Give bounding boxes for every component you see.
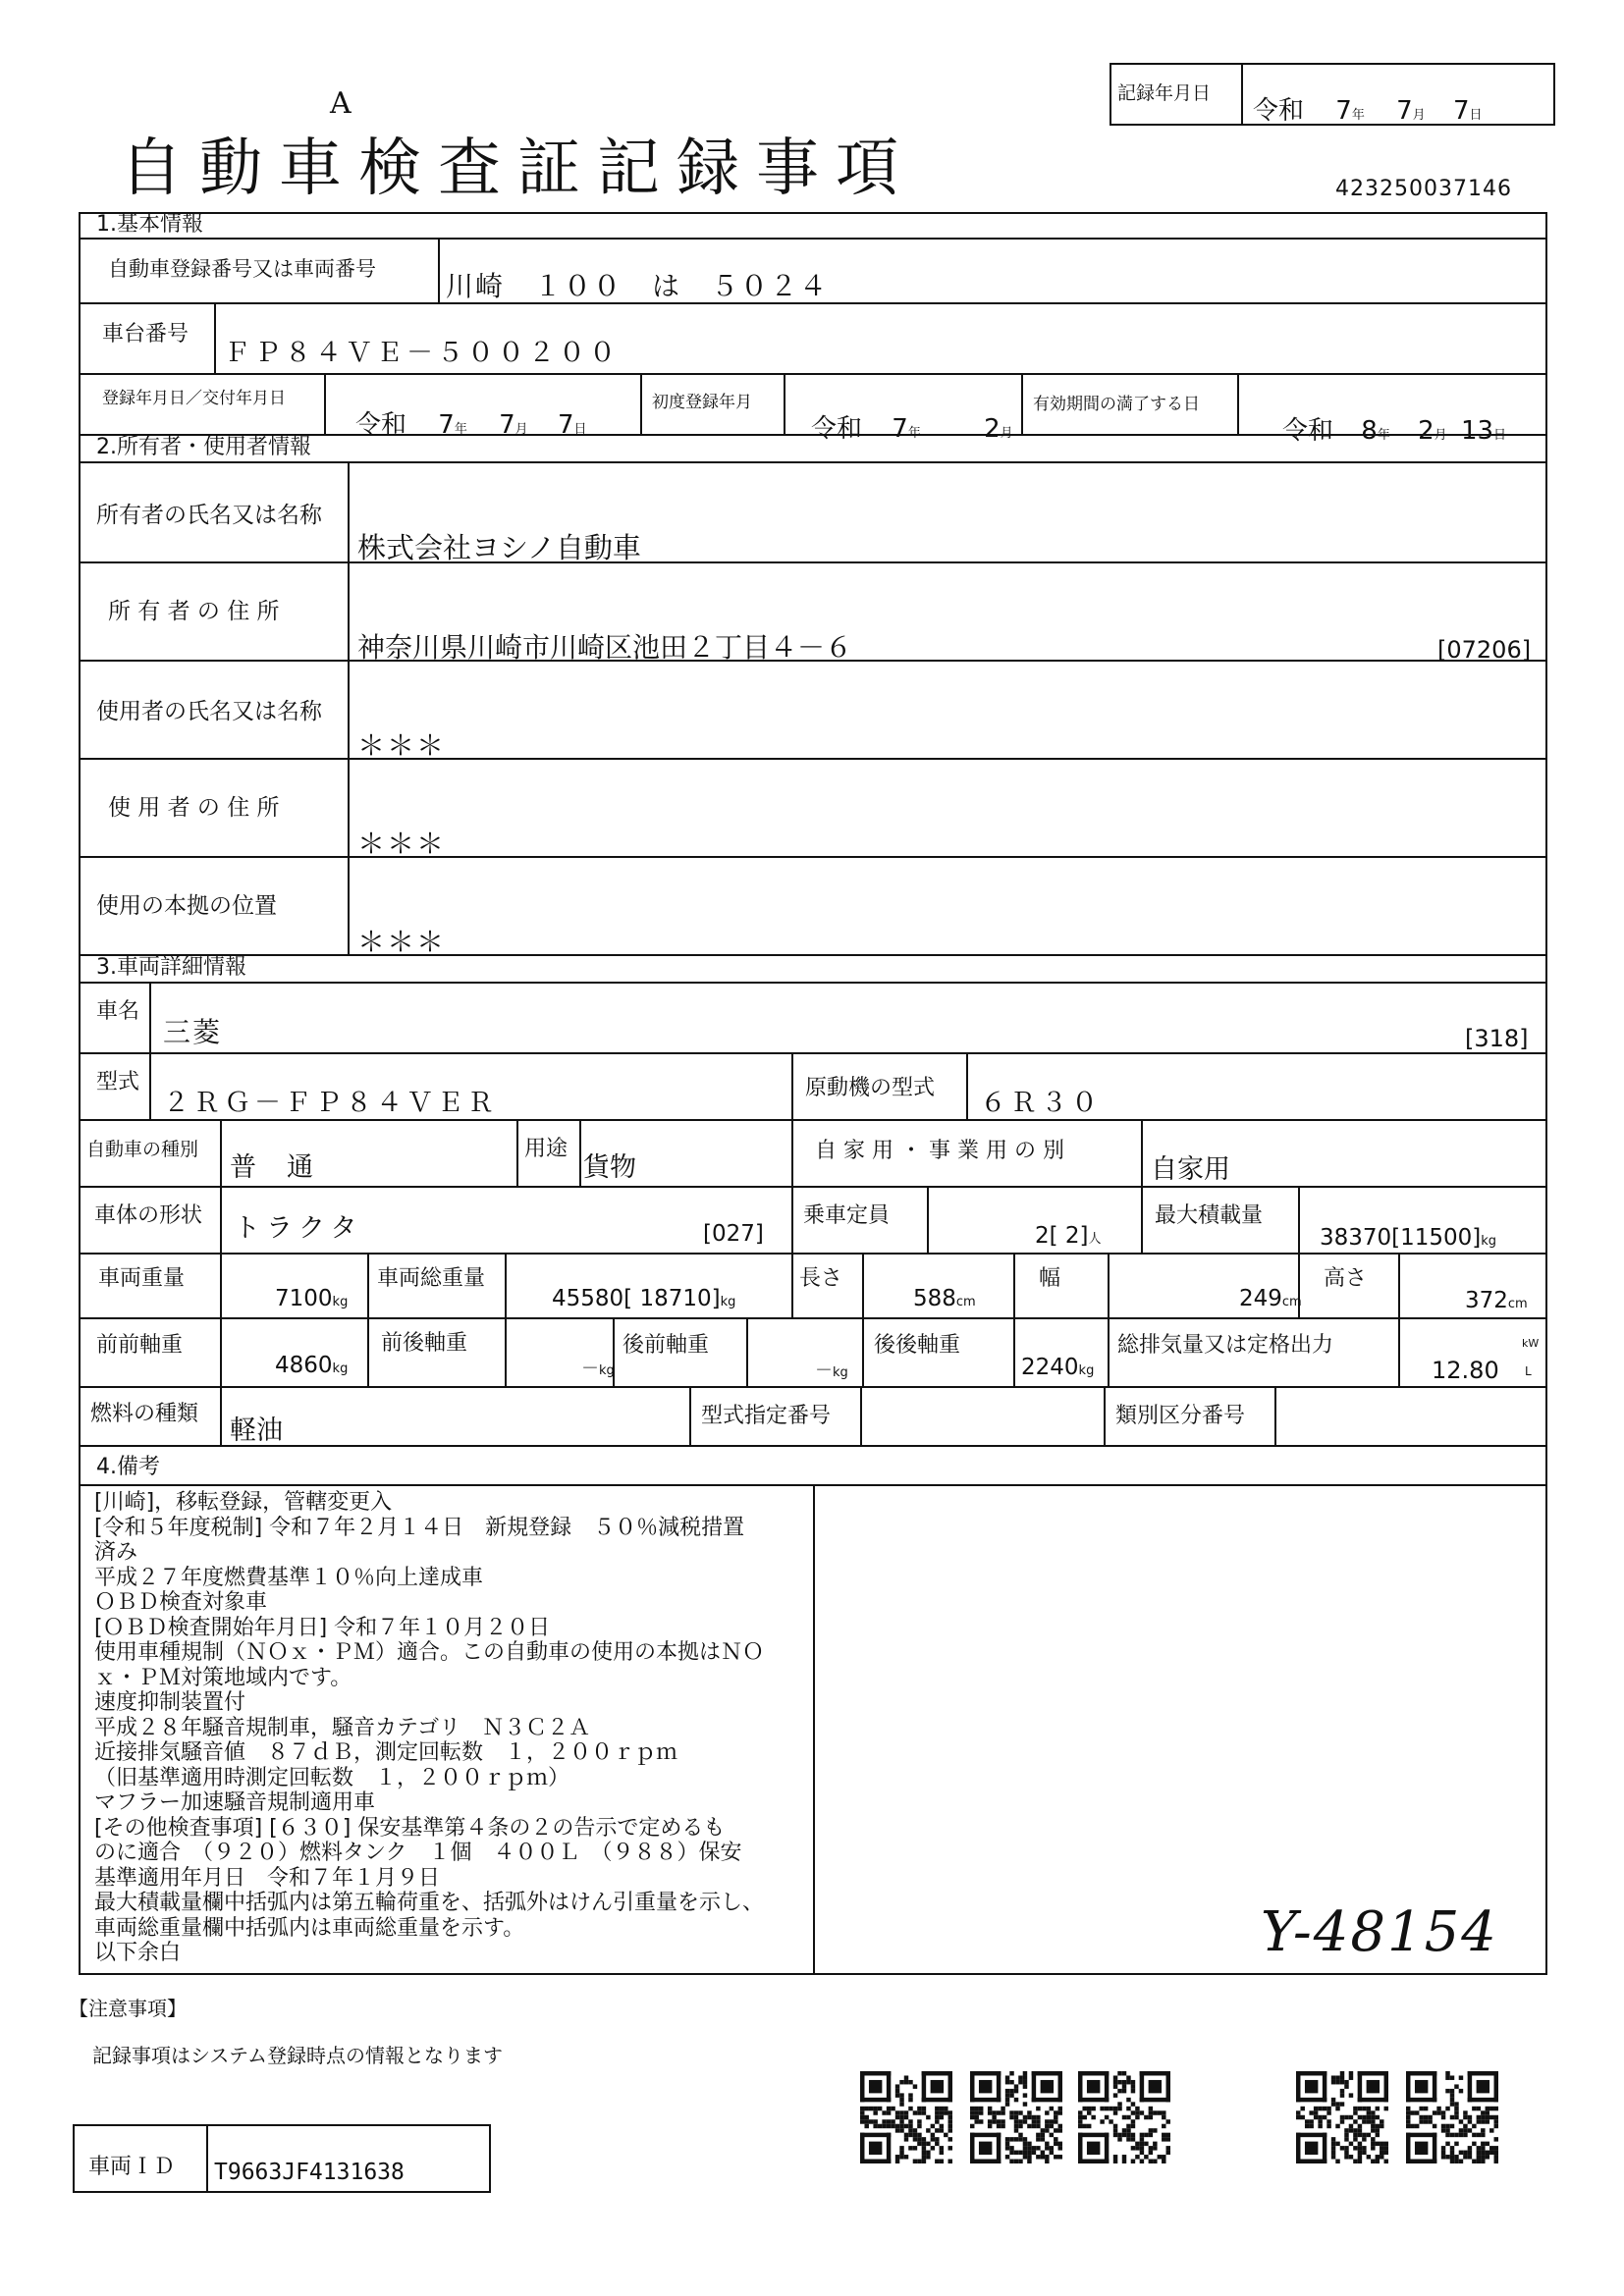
section-owner-title: 2.所有者・使用者情報 — [96, 435, 311, 459]
gross-value: 45580[ 18710]kg — [552, 1286, 736, 1311]
section-basic-frame — [79, 212, 1547, 436]
maker-value: 三菱 — [163, 1016, 223, 1048]
length-label: 長さ — [799, 1266, 843, 1291]
engine-label: 原動機の型式 — [805, 1076, 936, 1100]
disp-unit-kw: kW — [1522, 1337, 1540, 1350]
qr-code-icon — [970, 2071, 1062, 2163]
body-label: 車体の形状 — [94, 1203, 203, 1228]
remarks-line: 使用車種規制（ＮＯｘ・ＰＭ）適合。この自動車の使用の本拠はＮＯ — [94, 1640, 765, 1665]
remarks-line: [令和５年度税制] 令和７年２月１４日 新規登録 ５０％減税措置 — [94, 1515, 745, 1540]
user-addr-label: 使 用 者 の 住 所 — [108, 795, 280, 821]
fuel-value: 軽油 — [230, 1415, 283, 1446]
remarks-line: ＯＢＤ検査対象車 — [94, 1590, 268, 1615]
qr-code-icon — [1406, 2071, 1498, 2163]
reg-date-label: 登録年月日／交付年月日 — [102, 389, 286, 408]
remarks-line: ｘ・ＰＭ対策地域内です。 — [94, 1665, 352, 1690]
disp-unit-l: L — [1525, 1364, 1532, 1378]
first-reg-label: 初度登録年月 — [652, 393, 752, 412]
model-label: 型式 — [96, 1070, 140, 1095]
weight-value: 7100kg — [275, 1286, 349, 1311]
gross-label: 車両総重量 — [377, 1266, 486, 1291]
remarks-line: [川崎]，移転登録，管轄変更入 — [94, 1490, 393, 1515]
ff-axle-label: 前前軸重 — [96, 1333, 184, 1358]
chassis-label: 車台番号 — [102, 322, 189, 347]
remarks-line: （旧基準適用時測定回転数 １，２００ｒｐｍ） — [94, 1765, 570, 1790]
body-value: トラクタ — [234, 1213, 363, 1244]
remarks-line: 最大積載量欄中括弧内は第五輪荷重を、括弧外はけん引重量を示し、 — [94, 1891, 765, 1915]
rr-axle-label: 後後軸重 — [874, 1333, 961, 1358]
corner-mark: A — [330, 86, 352, 121]
remarks-line: [ＯＢＤ検査開始年月日] 令和７年１０月２０日 — [94, 1615, 551, 1640]
disp-label: 総排気量又は定格出力 — [1117, 1333, 1334, 1358]
purpose-label: 自 家 用 ・ 事 業 用 の 別 — [815, 1139, 1064, 1163]
vehicle-id-label: 車両ＩＤ — [88, 2155, 176, 2179]
ff-axle-value: 4860kg — [275, 1353, 349, 1378]
height-value: 372cm — [1465, 1288, 1528, 1313]
owner-addr-value: 神奈川県川崎市川崎区池田２丁目４－６ — [357, 631, 853, 664]
purpose-value: 自家用 — [1151, 1154, 1230, 1185]
page-title: 自動車検査証記録事項 — [120, 133, 915, 205]
remarks-text — [94, 1490, 809, 1966]
user-name-label: 使用者の氏名又は名称 — [96, 699, 322, 724]
owner-name-value: 株式会社ヨシノ自動車 — [357, 531, 641, 564]
use-label: 用途 — [524, 1137, 568, 1161]
reg-date-value: 令和 7年 7月 7日 — [355, 410, 587, 440]
type-no-label: 型式指定番号 — [701, 1404, 832, 1428]
user-name-value: ＊＊＊ — [357, 729, 447, 762]
rf-axle-value: －kg — [815, 1361, 848, 1381]
width-value: 249cm — [1239, 1286, 1302, 1311]
remarks-line: 済み — [94, 1540, 138, 1565]
reg-no-value: 川崎 １００ は ５０２４ — [446, 270, 830, 302]
remarks-line: のに適合 （９２０）燃料タンク １個 ４００Ｌ （９８８）保安 — [94, 1841, 742, 1865]
maker-code: [318] — [1465, 1025, 1529, 1052]
notes-text: 記録事項はシステム登録時点の情報となります — [92, 2044, 503, 2067]
model-value: ２ＲＧ－ＦＰ８４ＶＥＲ — [163, 1088, 498, 1118]
remarks-line: 基準適用年月日 令和７年１月９日 — [94, 1865, 441, 1891]
base-value: ＊＊＊ — [357, 926, 447, 958]
owner-addr-code: [07206] — [1437, 636, 1532, 664]
capacity-label: 乗車定員 — [803, 1203, 891, 1228]
qr-code-icon — [860, 2071, 952, 2163]
remarks-line: 以下余白 — [94, 1941, 182, 1965]
remarks-line: 車両総重量欄中括弧内は車両総重量を示す。 — [94, 1915, 525, 1941]
width-label: 幅 — [1039, 1266, 1061, 1291]
remarks-line: 速度抑制装置付 — [94, 1690, 246, 1715]
handwritten-number: Y-48154 — [1261, 1900, 1498, 1964]
owner-name-label: 所有者の氏名又は名称 — [96, 503, 322, 528]
height-label: 高さ — [1324, 1266, 1368, 1291]
weight-label: 車両重量 — [98, 1266, 186, 1291]
remarks-line: [その他検査事項] [６３０] 保安基準第４条の２の告示で定めるも — [94, 1815, 726, 1841]
fr-axle-label: 前後軸重 — [381, 1331, 468, 1356]
notes-title: 【注意事項】 — [69, 1997, 187, 2020]
capacity-value: 2[ 2]人 — [1035, 1223, 1102, 1249]
class-no-label: 類別区分番号 — [1115, 1404, 1246, 1428]
remarks-line: 平成２７年度燃費基準１０％向上達成車 — [94, 1565, 484, 1590]
base-label: 使用の本拠の位置 — [96, 893, 277, 919]
vehicle-id-value: T9663JF4131638 — [214, 2160, 405, 2185]
remarks-line: 平成２８年騒音規制車，騒音カテゴリ Ｎ３Ｃ２Ａ — [94, 1715, 591, 1740]
record-date: 令和 7年 7月 7日 — [1253, 96, 1483, 126]
expiry-value: 令和 8年 2月 13日 — [1282, 416, 1507, 446]
section-basic-title: 1.基本情報 — [96, 212, 203, 237]
body-code: [027] — [703, 1221, 764, 1247]
qr-code-icon — [1296, 2071, 1388, 2163]
maker-label: 車名 — [96, 999, 140, 1024]
max-load-label: 最大積載量 — [1155, 1203, 1264, 1228]
chassis-value: ＦＰ８４ＶＥ－５００２００ — [224, 338, 620, 368]
rr-axle-value: 2240kg — [1021, 1355, 1095, 1380]
section-vehicle-title: 3.車両詳細情報 — [96, 955, 246, 980]
engine-value: ６Ｒ３０ — [980, 1088, 1102, 1118]
first-reg-value: 令和 7年 2月 — [811, 414, 1013, 444]
length-value: 588cm — [913, 1286, 976, 1311]
use-value: 貨物 — [583, 1152, 636, 1183]
kind-value: 普 通 — [230, 1152, 315, 1183]
remarks-line: マフラー加速騒音規制適用車 — [94, 1790, 376, 1815]
doc-number: 423250037146 — [1335, 177, 1512, 201]
disp-value: 12.80 — [1432, 1357, 1499, 1384]
fuel-label: 燃料の種類 — [90, 1402, 199, 1426]
qr-code-icon — [1078, 2071, 1170, 2163]
expiry-label: 有効期間の満了する日 — [1033, 395, 1200, 414]
max-load-value: 38370[11500]kg — [1320, 1225, 1497, 1251]
reg-no-label: 自動車登録番号又は車両番号 — [108, 257, 376, 281]
kind-label: 自動車の種別 — [86, 1139, 199, 1160]
rf-axle-label: 後前軸重 — [623, 1333, 710, 1358]
user-addr-value: ＊＊＊ — [357, 828, 447, 860]
remarks-line: 近接排気騒音値 ８７ｄＢ，測定回転数 １，２００ｒｐｍ — [94, 1740, 678, 1765]
owner-addr-label: 所 有 者 の 住 所 — [108, 599, 280, 624]
fr-axle-value: －kg — [581, 1359, 615, 1379]
section-remarks-title: 4.備考 — [96, 1455, 160, 1479]
record-date-label: 記録年月日 — [1117, 82, 1212, 104]
